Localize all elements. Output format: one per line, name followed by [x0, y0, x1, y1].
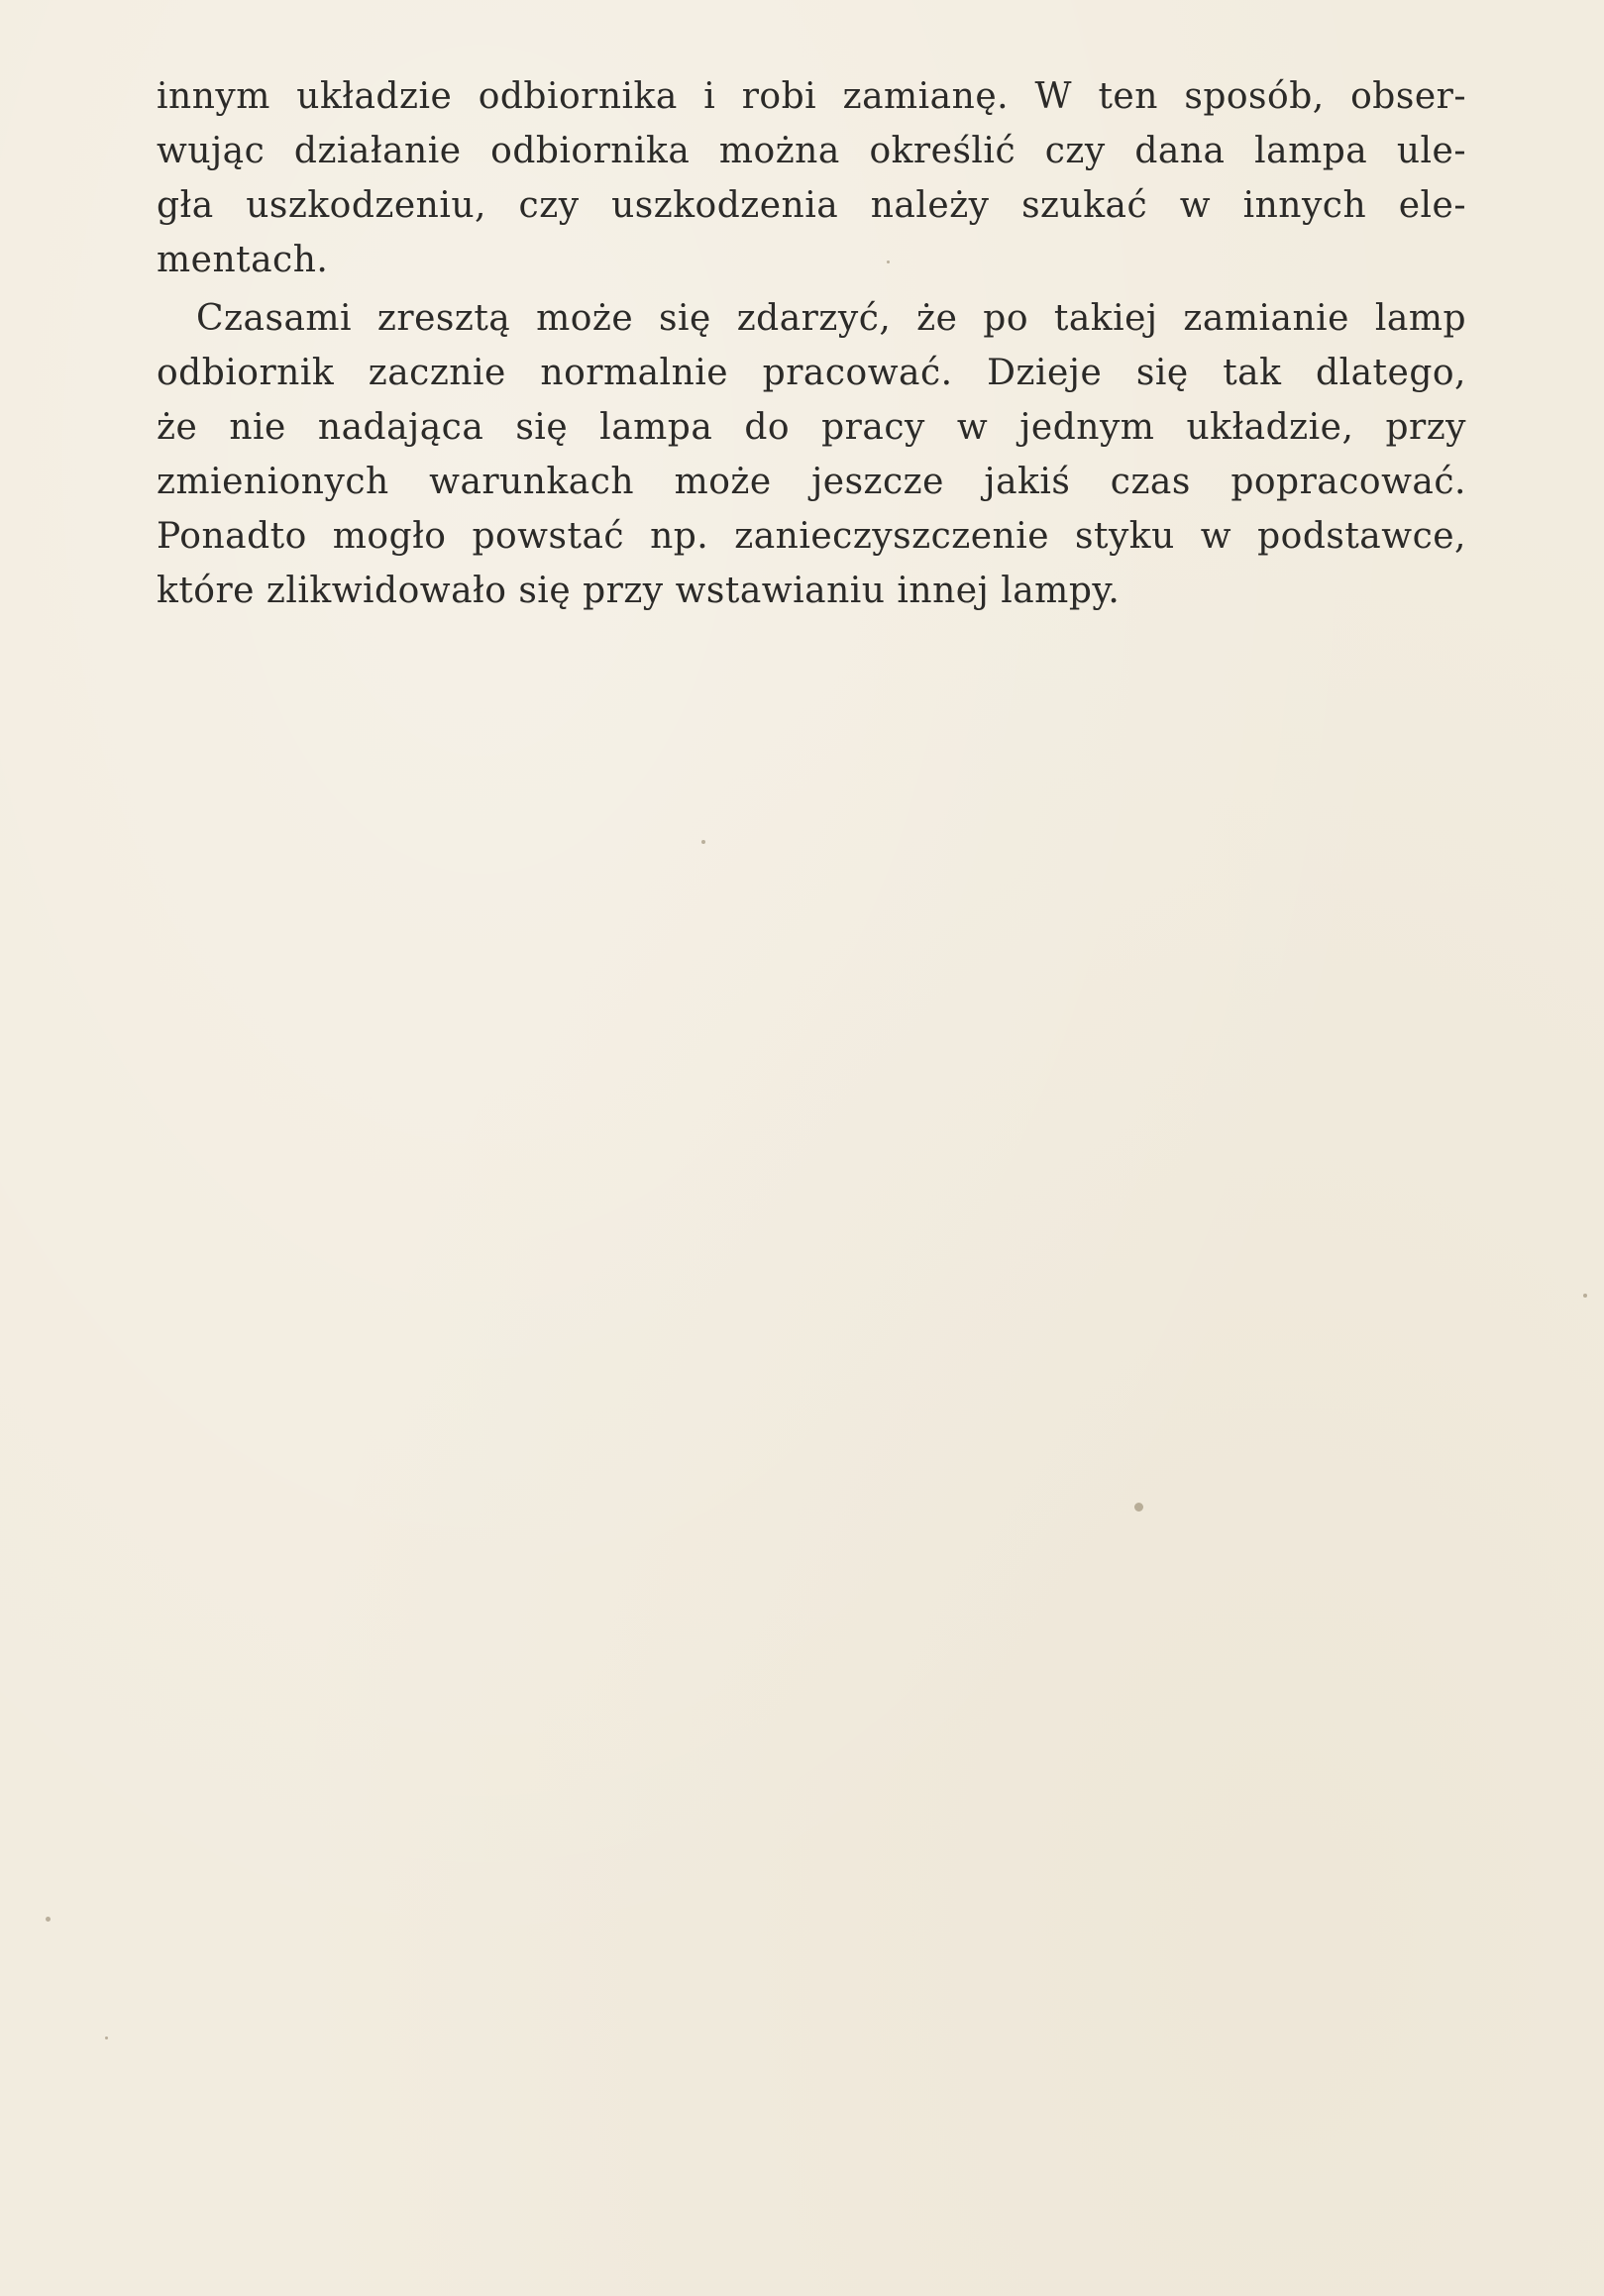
text-line: które zlikwidowało się przy wstawianiu innej lampy.	[157, 571, 1121, 611]
text-line: odbiornik zacznie normalnie pracować. Dzieje się tak dlatego,	[157, 353, 1466, 393]
text-line: zmienionych warunkach może jeszcze jakiś czas popracować.	[157, 462, 1466, 502]
text-line: że nie nadająca się lampa do pracy w jednym układzie, przy	[157, 407, 1466, 448]
paper-speck	[1583, 1294, 1587, 1298]
text-line: Czasami zresztą może się zdarzyć, że po takiej zamianie lamp	[196, 298, 1466, 339]
paragraph-2	[157, 291, 1466, 618]
text-line: innym układzie odbiornika i robi zamianę. W ten sposób, obser-	[157, 76, 1466, 117]
text-line: Ponadto mogło powstać np. zanieczyszczenie styku w podstawce,	[157, 516, 1466, 557]
text-line: gła uszkodzeniu, czy uszkodzenia należy szukać w innych ele-	[157, 185, 1466, 226]
paper-speck	[46, 1917, 51, 1922]
paper-speck	[701, 840, 705, 844]
paper-speck	[1134, 1503, 1143, 1512]
text-line: wując działanie odbiornika można określić czy dana lampa ule-	[157, 131, 1466, 171]
text-line: mentach.	[157, 240, 329, 280]
paper-speck	[105, 2036, 108, 2039]
paragraph-1	[157, 69, 1466, 287]
body-text	[157, 69, 1466, 618]
paper-speck	[887, 261, 890, 263]
